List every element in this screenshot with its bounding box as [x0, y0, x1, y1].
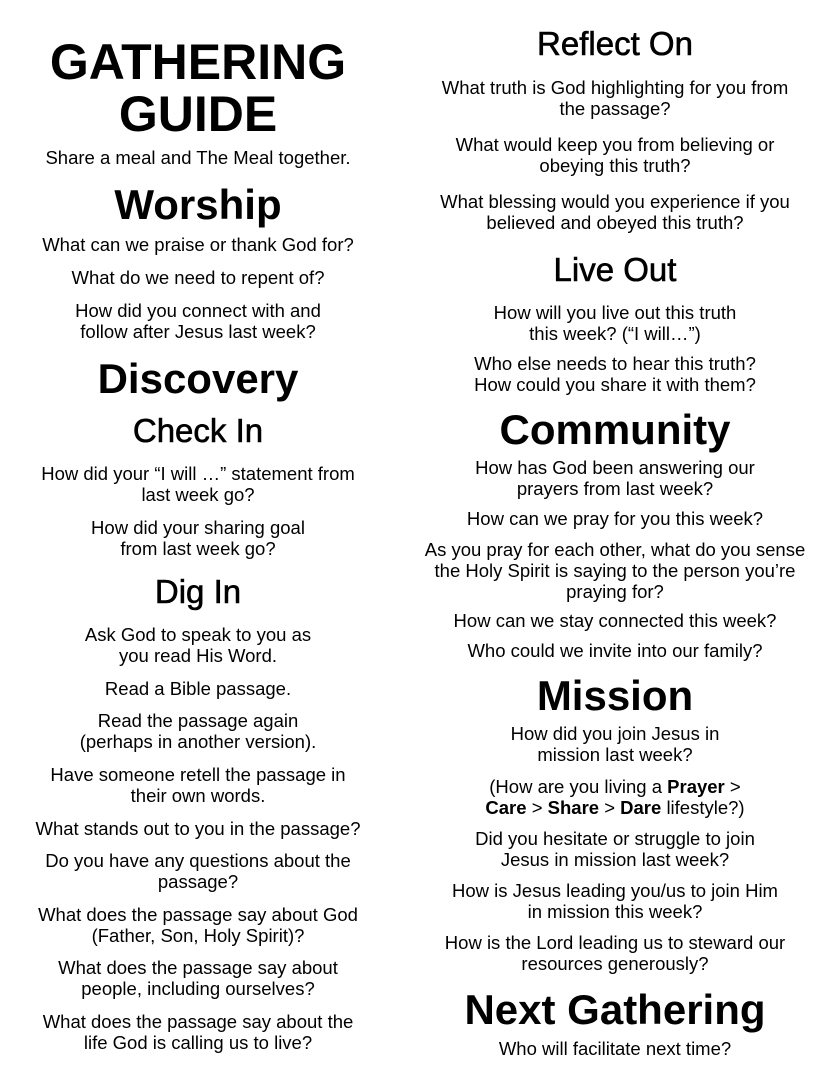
- community-question: As you pray for each other, what do you sense the Holy Spirit is saying to the person you’re praying for?: [424, 539, 806, 602]
- reflect-on-question: What truth is God highlighting for you from the passage?: [441, 77, 789, 119]
- dig-in-question: Do you have any questions about the passage?: [45, 850, 351, 892]
- check-in-question: How did your “I will …” statement from last week go?: [41, 463, 355, 505]
- community-question: How can we stay connected this week?: [453, 610, 777, 631]
- community-question: How can we pray for you this week?: [466, 508, 764, 529]
- check-in-question: How did your sharing goal from last week go?: [91, 517, 305, 559]
- mission-question: How is the Lord leading us to steward our resources generously?: [444, 932, 786, 974]
- lifestyle-care: Care: [485, 797, 527, 818]
- lifestyle-sep: >: [531, 797, 543, 818]
- reflect-on-question: What blessing would you experience if you believed and obeyed this truth?: [440, 191, 790, 233]
- subtitle: Share a meal and The Meal together.: [45, 147, 351, 168]
- lifestyle-open: (How are you living a: [489, 776, 663, 797]
- community-question: How has God been answering our prayers from last week?: [475, 457, 755, 499]
- dig-in-question: What stands out to you in the passage?: [35, 818, 361, 839]
- reflect-on-question: What would keep you from believing or obeying this truth?: [455, 134, 775, 176]
- dig-in-step: Read a Bible passage.: [104, 678, 292, 699]
- lifestyle-close: lifestyle?): [666, 797, 745, 818]
- next-gathering-heading: Next Gathering: [464, 986, 766, 1033]
- reflect-on-heading: Reflect On: [537, 25, 693, 62]
- check-in-heading: Check In: [132, 412, 264, 449]
- dig-in-step: Have someone retell the passage in their own words.: [50, 764, 346, 806]
- live-out-heading: Live Out: [553, 251, 677, 288]
- lifestyle-prayer: Prayer: [667, 776, 725, 797]
- worship-question: What do we need to repent of?: [71, 267, 325, 288]
- live-out-question: Who else needs to hear this truth? How could you share it with them?: [474, 353, 756, 395]
- mission-lifestyle: [410, 776, 820, 818]
- worship-question: How did you connect with and follow after Jesus last week?: [75, 300, 321, 342]
- dig-in-step: Read the passage again (perhaps in another version).: [79, 710, 317, 752]
- dig-in-question: What does the passage say about God (Father, Son, Holy Spirit)?: [38, 904, 358, 946]
- dig-in-step: Ask God to speak to you as you read His Word.: [84, 624, 312, 666]
- community-heading: Community: [499, 406, 731, 453]
- lifestyle-sep: >: [729, 776, 741, 797]
- dig-in-question: What does the passage say about people, including ourselves?: [58, 957, 338, 999]
- mission-heading: Mission: [536, 672, 694, 719]
- lifestyle-sep: >: [604, 797, 616, 818]
- mission-question: Did you hesitate or struggle to join Jesus in mission last week?: [475, 828, 755, 870]
- lifestyle-share: Share: [547, 797, 600, 818]
- mission-question: How did you join Jesus in mission last week?: [510, 723, 720, 765]
- discovery-heading: Discovery: [97, 355, 299, 402]
- lifestyle-dare: Dare: [620, 797, 662, 818]
- page-title: GATHERING GUIDE: [49, 34, 347, 142]
- live-out-question: How will you live out this truth this week? (“I will…”): [493, 302, 737, 344]
- next-gathering-question: Who will facilitate next time?: [498, 1038, 732, 1059]
- mission-question: How is Jesus leading you/us to join Him in mission this week?: [452, 880, 778, 922]
- dig-in-heading: Dig In: [154, 573, 242, 610]
- community-question: Who could we invite into our family?: [467, 640, 763, 661]
- worship-heading: Worship: [114, 181, 282, 228]
- dig-in-question: What does the passage say about the life God is calling us to live?: [42, 1011, 354, 1053]
- worship-question: What can we praise or thank God for?: [42, 234, 354, 255]
